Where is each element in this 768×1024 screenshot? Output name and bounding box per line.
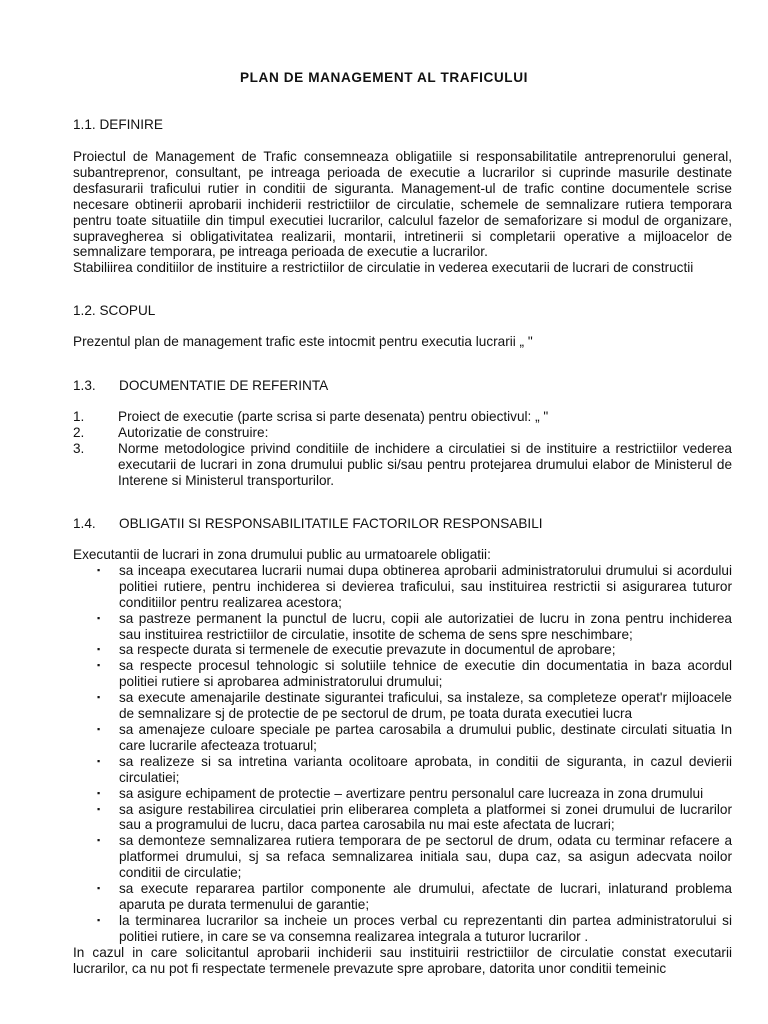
bullet-icon: ▪ <box>97 914 101 925</box>
reference-item <box>73 441 732 489</box>
reference-item <box>73 409 732 425</box>
scopul-paragraph: Prezentul plan de management trafic este intocmit pentru executia lucrarii „ " <box>73 334 533 349</box>
reference-number: 1. <box>73 409 85 424</box>
obligation-item <box>73 642 732 658</box>
obligatii-closing: In cazul in care solicitantul aprobarii inchiderii sau instituirii restrictiilor de circulatie constat executarii lucrarilor, ca nu pot fi respectate termenele prevazute spre aprobare, datorita unor conditii temeinic <box>73 944 732 976</box>
reference-text: Norme metodologice privind conditiile de inchidere a circulatiei si de instituire a restrictiilor vederea executarii de lucrari in zona drumului public si/sau pentru protejarea drumului elabor de Ministerul de Interene si Ministerul transporturilor. <box>118 440 732 488</box>
section-definire <box>73 117 732 133</box>
obligation-text: sa asigure echipament de protectie – avertizare pentru personalul care lucreaza in zona drumului <box>119 785 704 801</box>
definire-body <box>73 149 732 276</box>
obligation-text: sa asigure restabilirea circulatiei prin eliberarea completa a platformei si zonei drumului de lucrarilor sau a programului de lucru, daca partea carosabila nu mai este afectata de lucrari; <box>119 801 732 833</box>
bullet-icon: ▪ <box>97 723 101 734</box>
bullet-icon: ▪ <box>97 612 101 623</box>
obligation-item <box>73 833 732 881</box>
bullet-icon: ▪ <box>97 564 101 575</box>
section-scopul <box>73 303 732 319</box>
obligation-item <box>73 754 732 786</box>
obligatii-intro: Executantii de lucrari in zona drumului public au urmatoarele obligatii: <box>73 547 491 562</box>
bullet-icon: ▪ <box>97 644 101 655</box>
obligatii-body <box>73 547 732 976</box>
obligation-item <box>73 690 732 722</box>
reference-item <box>73 425 732 441</box>
obligation-text: sa execute repararea partilor componente ale drumului, afectate de lucrari, inlaturand problema aparuta pe durata termenului de garantie; <box>119 881 732 912</box>
section-heading-obligatii: OBLIGATII SI RESPONSABILITATILE FACTORILOR RESPONSABILI <box>119 516 543 531</box>
obligation-text: sa realizeze si sa intretina varianta ocolitoare aprobata, in conditii de siguranta, in cazul devierii circulatiei; <box>119 753 732 785</box>
section-heading-documentatie: DOCUMENTATIE DE REFERINTA <box>119 378 329 393</box>
bullet-icon: ▪ <box>97 883 101 894</box>
obligation-text: sa inceapa executarea lucrarii numai dupa obtinerea aprobarii administratorului drumului si acordului politiei rutiere, pentru inchiderea si devierea traficului, sau instituirea restrictii si asigurarea tuturor conditiilor pentru realizarea acestora; <box>119 562 732 610</box>
obligation-item <box>73 563 732 611</box>
reference-number: 2. <box>73 424 85 440</box>
section-documentatie <box>73 378 732 394</box>
reference-number: 3. <box>73 440 85 456</box>
obligation-item <box>73 913 732 945</box>
obligation-text: sa pastreze permanent la punctul de lucru, copii ale autorizatiei de lucru in zona pentru inchiderea sau instituirea restrictiilor de circulatie, insotite de schema de sens spre neschimbare; <box>119 610 732 642</box>
reference-text: Autorizatie de construire: <box>118 424 269 440</box>
reference-text: Proiect de executie (parte scrisa si parte desenata) pentru obiectivul: „ " <box>118 409 549 424</box>
obligation-text: sa amenajeze culoare speciale pe partea carosabila a drumului public, destinate circulati situatia In care lucrarile afecteaza trotuarul; <box>119 721 732 753</box>
obligation-text: la terminarea lucrarilor sa incheie un proces verbal cu reprezentanti din partea administratorului si politiei rutiere, in care se va consemna realizarea integrala a tuturor lucrarilor . <box>119 912 732 944</box>
obligation-item <box>73 722 732 754</box>
bullet-icon: ▪ <box>97 692 101 703</box>
reference-list <box>73 409 732 489</box>
bullet-icon: ▪ <box>97 755 101 766</box>
definire-paragraph: Proiectul de Management de Trafic consemneaza obligatiile si responsabilitatile antreprenorului general, subantreprenor, consultant, pe intreaga perioada de executie a lucrarilor si cuprinde masurile destinate desfasurarii traficului rutier in conditii de siguranta. Management-ul de trafic contine documentele scrise necesare obtinerii aprobarii inchiderii restrictiilor de circulatie, schemele de semnalizare rutiera temporara pentru toate situatiile din timpul executiei lucrarilor, calculul fazelor de semaforizare si modul de organizare, supravegherea si obligativitatea realizarii, montarii, intretinerii si completarii operative a mijloacelor de semnalizare temporara, pe intreaga perioada de executie a lucrarilor. <box>73 149 732 260</box>
scopul-body <box>73 334 732 350</box>
obligation-item <box>73 611 732 643</box>
obligation-text: sa respecte durata si termenele de executie prevazute in documentul de aprobare; <box>119 642 616 658</box>
obligation-text: sa demonteze semnalizarea rutiera temporara de pe sectorul de drum, odata cu terminar refacere a platformei drumului, sj sa refaca semnalizarea initiala sau, dupa caz, sa asigun adecvata noilor conditii de circulatie; <box>119 833 732 881</box>
section-number-obligatii: 1.4. <box>73 516 96 531</box>
bullet-icon: ▪ <box>97 660 101 671</box>
document-title: PLAN DE MANAGEMENT AL TRAFICULUI <box>239 70 529 85</box>
bullet-icon: ▪ <box>97 787 101 798</box>
obligation-text: sa respecte procesul tehnologic si solutiile tehnice de executie din documentatia in baza acordul politiei rutiere si aprobarea administratorului drumului; <box>119 658 732 690</box>
obligation-item <box>73 881 732 913</box>
definire-paragraph-2: Stabiliirea conditiilor de instituire a restrictiilor de circulatie in vederea executarii de lucrari de constructii <box>73 260 694 276</box>
obligation-text: sa execute amenajarile destinate sigurantei traficului, sa instaleze, sa completeze operat'r mijloacele de semnalizare sj de protectie de pe sectorul de drum, pe toata durata executiei lucra <box>119 690 732 722</box>
documentatie-list-wrap <box>73 409 732 489</box>
section-number-documentatie: 1.3. <box>73 378 96 393</box>
section-heading-scopul: 1.2. SCOPUL <box>73 303 156 318</box>
bullet-icon: ▪ <box>97 803 101 814</box>
bullet-icon: ▪ <box>97 835 101 846</box>
section-obligatii <box>73 516 732 532</box>
obligation-item <box>73 802 732 834</box>
obligations-list <box>73 563 732 945</box>
obligation-item <box>73 786 732 802</box>
section-heading-definire: 1.1. DEFINIRE <box>73 117 163 132</box>
obligation-item <box>73 658 732 690</box>
